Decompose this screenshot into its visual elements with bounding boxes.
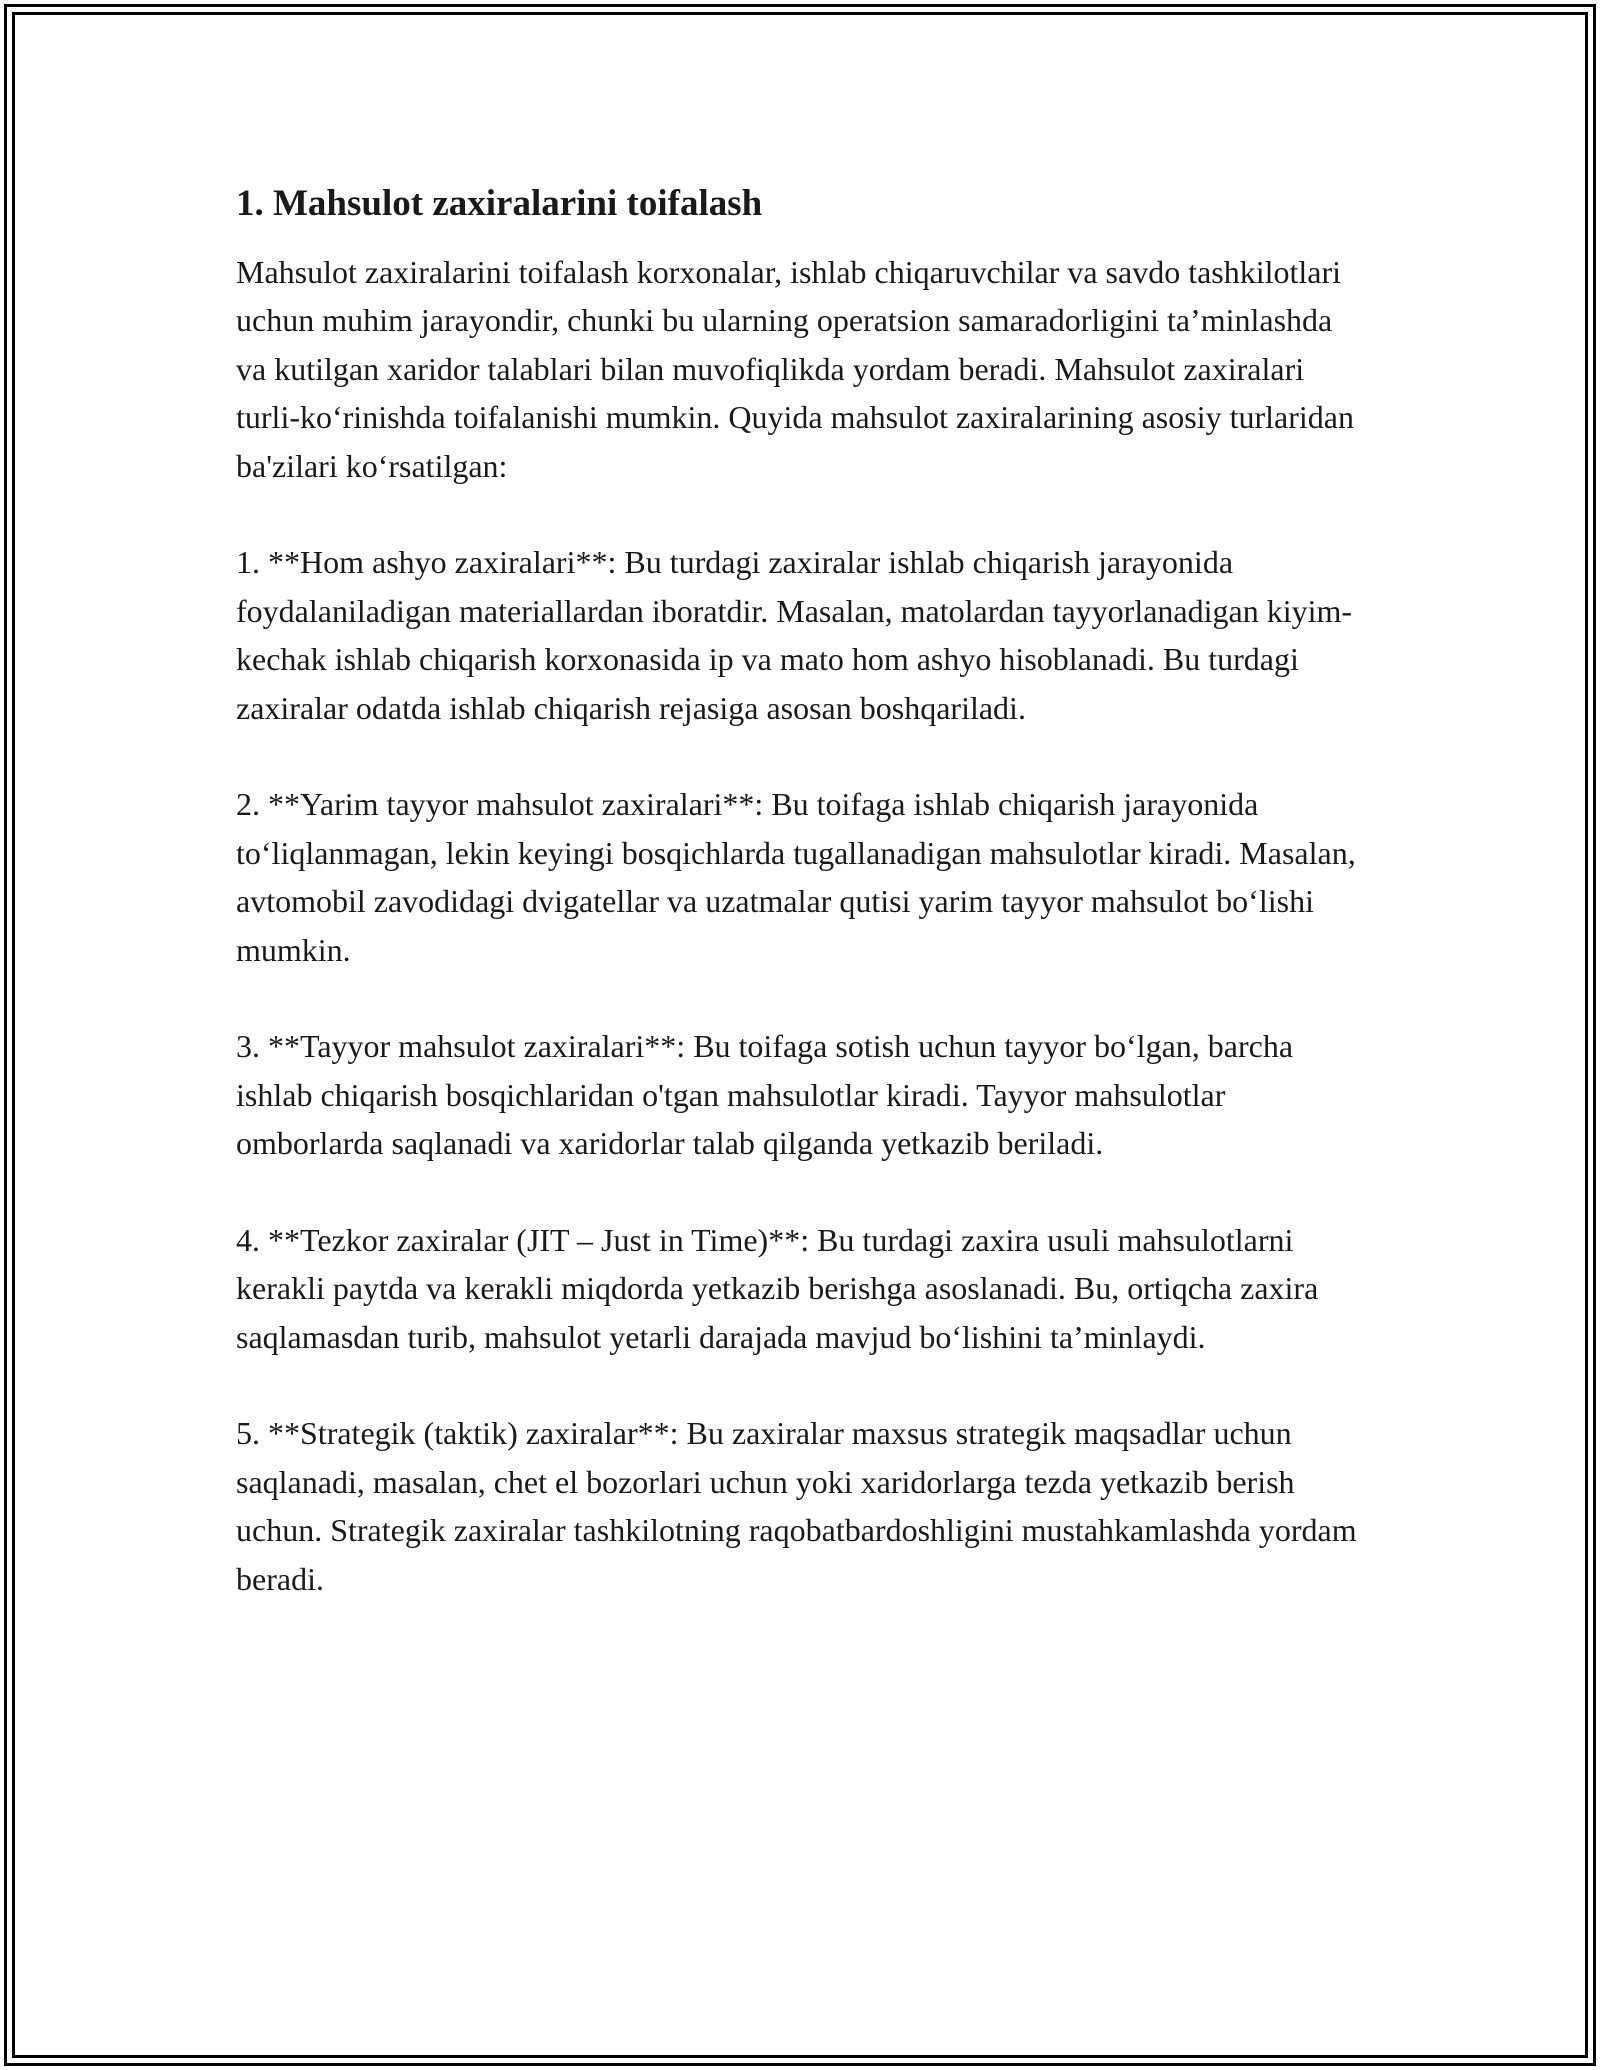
section-title: 1. Mahsulot zaxiralarini toifalash — [236, 183, 763, 224]
intro-paragraph: Mahsulot zaxiralarini toifalash korxonalar, ishlab chiqaruvchilar va savdo tashkilotlari uchun muhim jarayondir, chunki bu ularning operatsion samaradorligini ta’minlashda va kutilgan xaridor talablari bilan muvofiqlikda yordam beradi. Mahsulot zaxiralari turli-ko‘rinishda toifalanishi mumkin. Quyida mahsulot zaxiralarining asosiy turlaridan ba'zilari ko‘rsatilgan: — [236, 253, 1354, 484]
list-item-jit: 4. **Tezkor zaxiralar (JIT – Just in Time)**: Bu turdagi zaxira usuli mahsulotlarni kerakli paytda va kerakli miqdorda yetkazib berishga asoslanadi. Bu, ortiqcha zaxira saqlamasdan turib, mahsulot yetarli darajada mavjud bo‘lishini ta’minlaydi. — [236, 1221, 1319, 1355]
document-body — [236, 178, 1366, 1651]
list-item-semi-finished: 2. **Yarim tayyor mahsulot zaxiralari**: Bu toifaga ishlab chiqarish jarayonida to‘liqlanmagan, lekin keyingi bosqichlarda tugallanadigan mahsulotlar kiradi. Masalan, avtomobil zavodidagi dvigatellar va uzatmalar qutisi yarim tayyor mahsulot bo‘lishi mumkin. — [236, 786, 1356, 968]
list-item-finished-goods: 3. **Tayyor mahsulot zaxiralari**: Bu toifaga sotish uchun tayyor bo‘lgan, barcha ishlab chiqarish bosqichlaridan o'tgan mahsulotlar kiradi. Tayyor mahsulotlar omborlarda saqlanadi va xaridorlar talab qilganda yetkazib beriladi. — [236, 1028, 1294, 1162]
list-item-raw-materials: 1. **Hom ashyo zaxiralari**: Bu turdagi zaxiralar ishlab chiqarish jarayonida foydalaniladigan materiallardan iboratdir. Masalan, matolardan tayyorlanadigan kiyim-kechak ishlab chiqarish korxonasida ip va mato hom ashyo hisoblanadi. Bu turdagi zaxiralar odatda ishlab chiqarish rejasiga asosan boshqariladi. — [236, 544, 1353, 726]
list-item-strategic: 5. **Strategik (taktik) zaxiralar**: Bu zaxiralar maxsus strategik maqsadlar uchun saqlanadi, masalan, chet el bozorlari uchun yoki xaridorlarga tezda yetkazib berish uchun. Strategik zaxiralar tashkilotning raqobatbardoshligini mustahkamlashda yordam beradi. — [236, 1415, 1357, 1597]
